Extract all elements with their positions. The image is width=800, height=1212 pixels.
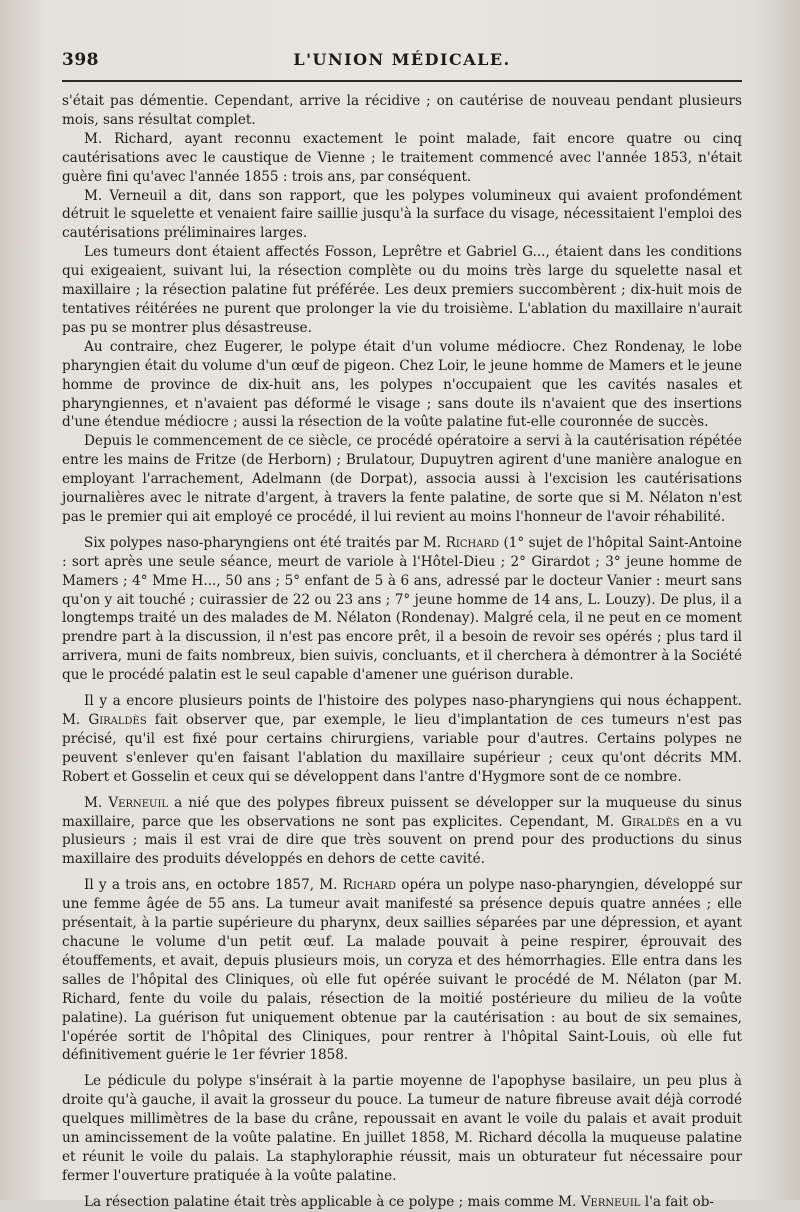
paragraph-text: l'a fait ob- — [640, 1193, 714, 1210]
paragraph-text: M. Richard, ayant reconnu exactement le point malade, fait encore quatre ou cinq cautérisations avec le caustique de Vienne ; le traitement commencé avec l'année 1853, n'était guère fini qu'avec l'année 1855 : trois ans, par conséquent. — [62, 130, 742, 185]
body-text — [62, 92, 742, 1212]
author-name: Verneuil — [580, 1193, 641, 1210]
paragraph-text: Il y a encore plusieurs points de l'histoire des polypes naso-pharyngiens qui nous échappent. M. — [62, 693, 742, 728]
paragraph-text: M. Verneuil a dit, dans son rapport, que les polypes volumineux qui avaient profondément détruit le squelette et venaient faire saillie jusqu'à la surface du visage, nécessitaient l'emploi des cautérisations préliminaires larges. — [62, 187, 742, 242]
paragraph-text: Six polypes naso-pharyngiens ont été traités par M. — [84, 534, 446, 551]
paragraph-text: La résection palatine était très applicable à ce polype ; mais comme M. — [84, 1193, 581, 1210]
paragraph — [62, 130, 742, 187]
paragraph-text: a nié que des polypes fibreux puissent se développer sur la muqueuse du sinus maxillaire, parce que les observations ne sont pas explicites. Cependant, M. — [62, 794, 743, 830]
paragraph-text: M. — [84, 794, 109, 811]
page-number: 398 — [62, 50, 99, 70]
paragraph-text: Le pédicule du polype s'insérait à la partie moyenne de l'apophyse basilaire, un peu plus à droite qu'à gauche, il avait la grosseur du pouce. La tumeur de nature fibreuse avait déjà corrodé quelques millimètres de la base du crâne, repoussait en avant le voile du palais et avait produit un amincissement de la voûte palatine. En juillet 1858, M. Richard décolla la muqueuse palatine et réunit le voile du palais. La staphyloraphie réussit, mais un obturateur fut nécessaire pour fermer l'ouverture pratiquée à la voûte palatine. — [62, 1073, 742, 1184]
author-name: Giraldès — [88, 712, 147, 728]
paragraph-text: fait observer que, par exemple, le lieu d'implantation de ces tumeurs n'est pas précisé, qu'il est fixé pour certains chirurgiens, variable pour d'autres. Certains polypes ne peuvent s'enlever qu'en faisant l'ablation du maxillaire supérieur ; ceux qu'ont décrits MM. Robert et Gosselin et ceux qui se développent dans l'antre d'Hygmore sont de ce nombre. — [62, 712, 743, 785]
paragraph — [62, 338, 742, 433]
paragraph — [62, 432, 742, 527]
header-rule — [62, 80, 742, 82]
paragraph — [62, 794, 742, 870]
paragraph-text: Il y a trois ans, en octobre 1857, M. — [84, 877, 343, 894]
paragraph — [62, 692, 742, 787]
paragraph-text: Depuis le commencement de ce siècle, ce procédé opératoire a servi à la cautérisation répétée entre les mains de Fritze (de Herborn) ; Brulatour, Dupuytren agirent d'une manière analogue en employant l'arrachement, Adelmann (de Dorpat), associa aussi à l'excision les cautérisations journalières avec le nitrate d'argent, à travers la fente palatine, de sorte que si M. Nélaton n'est pas le premier qui ait employé ce procédé, il lui revient au moins l'honneur de l'avoir réhabilité. — [62, 433, 742, 525]
paragraph — [62, 1072, 742, 1185]
paragraph — [62, 1193, 742, 1212]
page-header — [62, 50, 742, 74]
paragraph — [62, 534, 742, 685]
paragraph-text: opéra un polype naso-pharyngien, développé sur une femme âgée de 55 ans. La tumeur avait manifesté sa présence depuis quatre années ; elle présentait, à la partie supérieure du pharynx, deux saillies séparées par une dépression, et ayant chacune le volume d'un petit œuf. La malade pouvait à peine respirer, éprouvait des étouffements, et avait, depuis plusieurs mois, un coryza et des hémorrhagies. Elle entra dans les salles de l'hôpital des Cliniques, où elle fut opérée suivant le procédé de M. Nélaton (par M. Richard, fente du voile du palais, résection de la moitié postérieure du milieu de la voûte palatine). La guérison fut uniquement obtenue par la cautérisation : au bout de six semaines, l'opérée sortit de l'hôpital des Cliniques, pour rentrer à l'hôpital Saint-Louis, où elle fut définitivement guérie le 1er février 1858. — [62, 877, 742, 1064]
author-name: Giraldès — [621, 813, 680, 830]
author-name: Verneuil — [108, 794, 169, 811]
paragraph — [62, 187, 742, 244]
paragraph — [62, 876, 742, 1065]
paragraph-text: Les tumeurs dont étaient affectés Fosson, Leprêtre et Gabriel G..., étaient dans les conditions qui exigeaient, suivant lui, la résection complète ou du moins très large du squelette nasal et maxillaire ; la résection palatine fut préférée. Les deux premiers succombèrent ; dix-huit mois de tentatives réitérées ne purent que prolonger la vie du troisième. L'ablation du maxillaire n'aurait pas pu se montrer plus désastreuse. — [62, 244, 742, 336]
paragraph-text: Au contraire, chez Eugerer, le polype était d'un volume médiocre. Chez Rondenay, le lobe pharyngien était du volume d'un œuf de pigeon. Chez Loir, le jeune homme de Mamers et le jeune homme de province de dix-huit ans, les polypes n'occupaient que les cavités nasales et pharyngiennes, et n'avaient pas déformé le visage ; sans doute ils n'avaient que des insertions d'une étendue médiocre ; aussi la résection de la voûte palatine fut-elle couronnée de succès. — [62, 338, 742, 431]
paragraph-text: (1° sujet de l'hôpital Saint-Antoine : sort après une seule séance, meurt de variole à l'Hôtel-Dieu ; 2° Girardot ; 3° jeune homme de Mamers ; 4° Mme H..., 50 ans ; 5° enfant de 5 à 6 ans, adressé par le docteur Vanier : meurt sans qu'on y ait touché ; cuirassier de 22 ou 23 ans ; 7° jeune homme de 14 ans, L. Louzy). De plus, il a longtemps traité un des malades de M. Nélaton (Rondenay). Malgré cela, il ne peut en ce moment prendre part à la discussion, il n'est pas encore prêt, il a besoin de revoir ses opérés ; plus tard il arrivera, muni de faits nombreux, bien suivis, concluants, et il cherchera à démontrer à la Société que le procédé palatin est le seul capable d'amener une guérison durable. — [62, 534, 743, 684]
author-name: Richard — [342, 877, 397, 894]
paragraph — [62, 92, 742, 130]
paragraph-text: s'était pas démentie. Cependant, arrive la récidive ; on cautérise de nouveau pendant plusieurs mois, sans résultat complet. — [62, 93, 742, 128]
paragraph-text: en a vu plusieurs ; mais il est vrai de dire que très souvent on prend pour des productions du sinus maxillaire des produits développés en dehors de cette cavité. — [62, 813, 742, 868]
running-title: L'UNION MÉDICALE. — [293, 50, 511, 69]
author-name: Richard — [445, 534, 500, 551]
paragraph — [62, 243, 742, 338]
